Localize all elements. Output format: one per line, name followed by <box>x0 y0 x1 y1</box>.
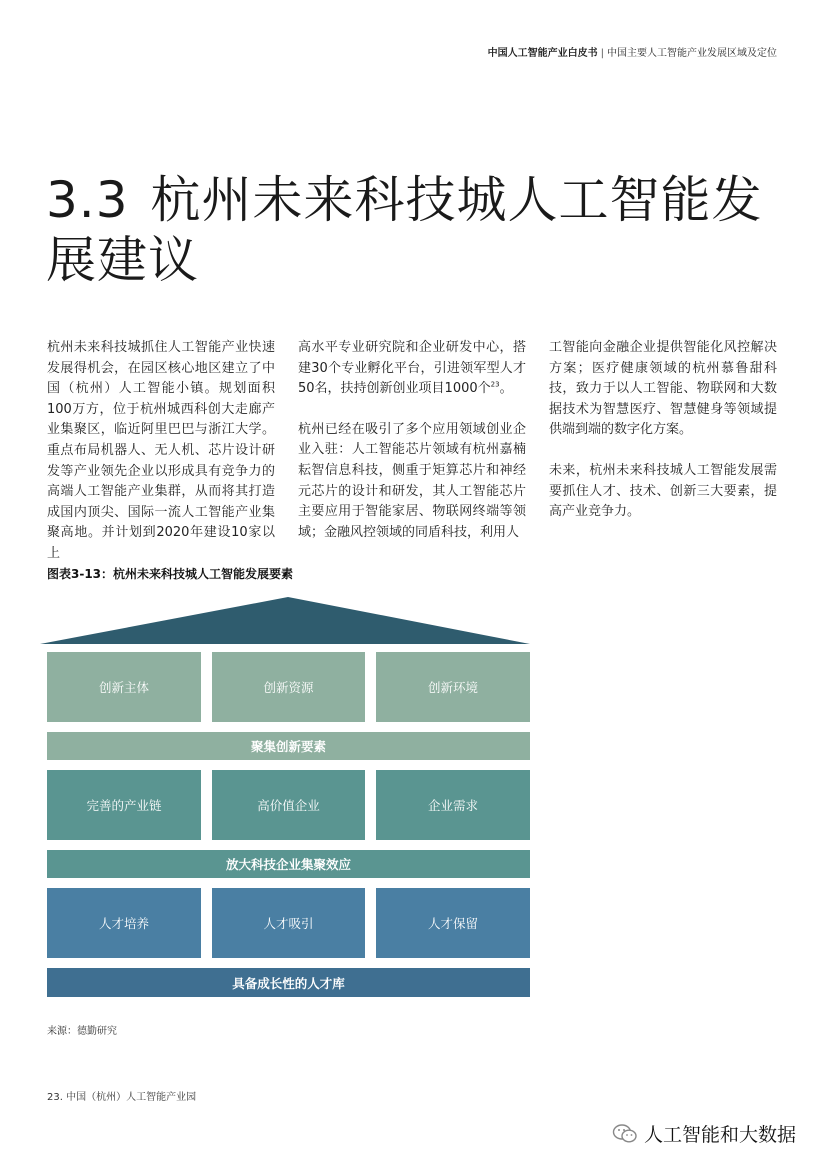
element-band: 具备成长性的人才库 <box>47 968 530 997</box>
section-title <box>46 170 786 290</box>
body-column-3 <box>549 338 777 543</box>
body-paragraph: 杭州未来科技城抓住人工智能产业快速发展得机会，在园区核心地区建立了中国（杭州）人工智能小镇。规划面积100万方，位于杭州城西科创大走廊产业集聚区，临近阿里巴巴与浙江大学。重点布局机器人、无人机、芯片设计研发等产业领先企业以形成具有竞争力的高端人工智能产业集群，从而将其打造成国内顶尖、国际一流人工智能产业集聚高地。并计划到2020年建设10家以上 <box>47 340 275 561</box>
watermark-text: 人工智能和大数据 <box>644 1124 797 1146</box>
element-box: 高价值企业 <box>212 770 365 840</box>
body-column-2 <box>298 338 526 563</box>
body-text-end: 。 <box>499 381 513 397</box>
element-box: 创新环境 <box>376 652 530 722</box>
figure-source: 来源：德勤研究 <box>47 1026 117 1037</box>
watermark <box>612 1120 796 1147</box>
element-band: 聚集创新要素 <box>47 732 530 760</box>
element-box: 企业需求 <box>376 770 530 840</box>
header-subtitle: 中国主要人工智能产业发展区域及定位 <box>607 48 777 59</box>
header-separator: | <box>600 48 604 59</box>
element-box: 创新主体 <box>47 652 201 722</box>
element-box: 人才吸引 <box>212 888 365 958</box>
body-paragraph <box>298 338 526 400</box>
footnote: 23. 中国（杭州）人工智能产业园 <box>47 1092 197 1103</box>
body-paragraph: 未来，杭州未来科技城人工智能发展需要抓住人才、技术、创新三大要素，提高产业竞争力。 <box>549 462 777 520</box>
element-box: 人才培养 <box>47 888 201 958</box>
body-paragraph: 杭州已经在吸引了多个应用领域创业企业入驻：人工智能芯片领域有杭州嘉楠耘智信息科技，侧重于矩算芯片和神经元芯片的设计和研发，其人工智能芯片主要应用于智能家居、物联网终端等领域；金融风控领域的同盾科技，利用人 <box>298 421 526 540</box>
running-header <box>488 44 777 59</box>
element-band: 放大科技企业集聚效应 <box>47 850 530 878</box>
diagram-roof <box>40 597 530 644</box>
body-column-1 <box>47 338 275 585</box>
element-box: 创新资源 <box>212 652 365 722</box>
body-paragraph: 工智能向金融企业提供智能化风控解决方案；医疗健康领域的杭州慕鲁甜科技，致力于以人工智能、物联网和大数据技术为智慧医疗、智慧健身等领域提供端到端的数字化方案。 <box>549 340 777 438</box>
figure-title: 图表3-13：杭州未来科技城人工智能发展要素 <box>47 567 294 581</box>
body-text: 高水平专业研究院和企业研发中心，搭建30个专业孵化平台，引进领军型人才50名，扶持创新创业项目1000个 <box>298 340 526 397</box>
header-title: 中国人工智能产业白皮书 <box>487 48 598 59</box>
element-box: 完善的产业链 <box>47 770 201 840</box>
section-number: 3.3 <box>46 171 129 229</box>
element-box: 人才保留 <box>376 888 530 958</box>
section-title-text: 杭州未来科技城人工智能发展建议 <box>46 171 763 289</box>
wechat-icon <box>612 1123 638 1145</box>
footnote-ref: 23 <box>490 380 500 389</box>
